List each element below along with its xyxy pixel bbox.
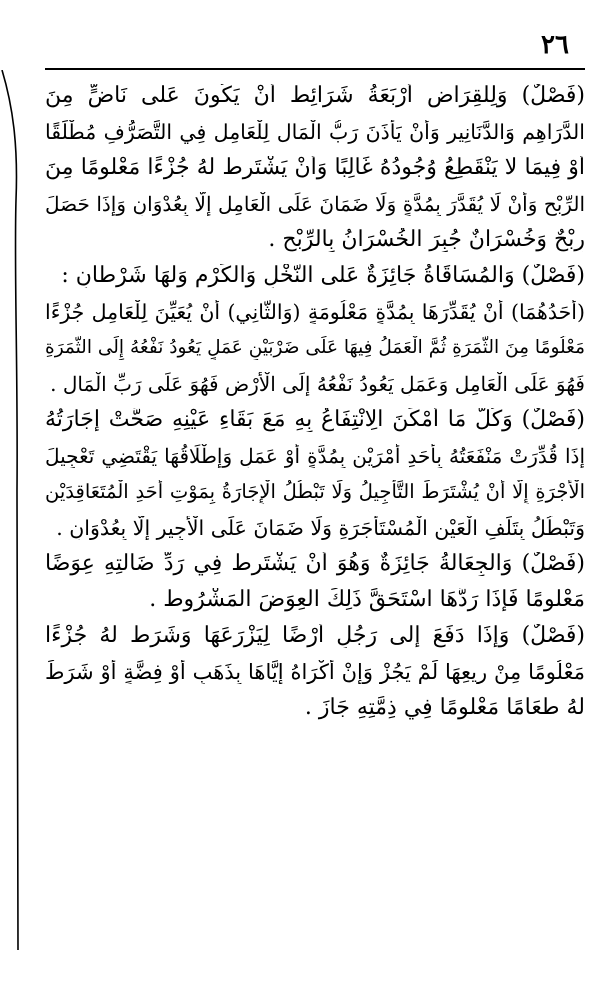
text-line: فَهُوَ عَلَى الْعَامِلِ وَعَمَلٍ يَعُودُ نَفْعُهُ إِلَى الْأَرْضِ فَهُوَ عَلَى رَبِّ الْمَالِ . xyxy=(50,372,585,396)
text-line: لَهُ طَعَامًا مَعْلُومًا فِي ذِمَّتِهِ جَازَ . xyxy=(304,696,585,720)
text-line: (فَصْلٌ) وَكُلُّ مَا أَمْكَنَ الِانْتِفَاعُ بِهِ مَعَ بَقَاءِ عَيْنِهِ صَحَّتْ إِجَارَتُهُ xyxy=(45,408,585,432)
text-line: أَوْ فِيمَا لَا يَنْقَطِعُ وُجُودُهُ غَالِبًا وَأَنْ يَشْتَرِطَ لَهُ جُزْءًا مَعْلُومًا مِنَ xyxy=(45,156,585,180)
text-line: (فَصْلٌ) وَإِذَا دَفَعَ إِلَى رَجُلٍ أَرْضًا لِيَزْرَعَهَا وَشَرَطَ لَهُ جُزْءًا xyxy=(45,624,585,648)
text-line: مَعْلُومًا مِنَ الثَّمَرَةِ ثُمَّ الْعَمَلُ فِيهَا عَلَى ضَرْبَيْنِ عَمَلٍ يَعُودُ نَفْعُهُ إِلَى الثَّمَرَةِ xyxy=(45,337,585,358)
text-line: الدَّرَاهِمِ وَالدَّنَانِيرِ وَأَنْ يَأْذَنَ رَبُّ الْمَالِ لِلْعَامِلِ فِي التَّصَرُّفِ مُطْلَقًا xyxy=(45,120,585,144)
text-line: الرِّبْحِ وَأَنْ لَا يُقَدَّرَ بِمُدَّةٍ وَلَا ضَمَانَ عَلَى الْعَامِلِ إِلَّا بِعُدْوَانٍ وَإِذَا حَصَلَ xyxy=(45,192,585,216)
header-rule xyxy=(45,68,585,70)
text-line: (فَصْلٌ) وَلِلْقِرَاضِ أَرْبَعَةُ شَرَائِطَ أَنْ يَكُونَ عَلَى نَاضٍّ مِنَ xyxy=(45,84,585,108)
page-edge-curve xyxy=(0,70,22,950)
text-line: مَعْلُومًا مِنْ رِيعِهَا لَمْ يَجُزْ وَإِنْ أَكْرَاهُ إِيَّاهَا بِذَهَبٍ أَوْ فِضَّةٍ أَوْ شَرَطَ xyxy=(45,660,585,684)
text-line: مَعْلُومًا فَإِذَا رَدَّهَا اسْتَحَقَّ ذَلِكَ الْعِوَضَ الْمَشْرُوطَ . xyxy=(149,588,585,612)
text-line: (فَصْلٌ) وَالْمُسَاقَاةُ جَائِزَةٌ عَلَى النَّخْلِ وَالْكَرْمِ وَلَهَا شَرْطَانِ : xyxy=(61,264,585,288)
text-line: وَتَبْطُلُ بِتَلَفِ الْعَيْنِ الْمُسْتَأْجَرَةِ وَلَا ضَمَانَ عَلَى الْأَجِيرِ إِلَّا بِعُدْوَانٍ . xyxy=(56,516,585,540)
text-line: إِذَا قُدِّرَتْ مَنْفَعَتُهُ بِأَحَدِ أَمْرَيْنِ بِمُدَّةٍ أَوْ عَمَلٍ وَإِطْلَاقُهَا يَقْتَضِي تَعْجِيلَ xyxy=(45,444,585,468)
text-line: الْأُجْرَةِ إِلَّا أَنْ يُشْتَرَطَ التَّأْجِيلُ وَلَا تَبْطُلُ الْإِجَارَةُ بِمَوْتِ أَحَدِ الْمُتَعَاقِدَيْنِ xyxy=(45,480,585,503)
page-body-text xyxy=(45,80,585,720)
page-number: ٢٦ xyxy=(541,30,569,60)
text-line: رِبْحٌ وَخُسْرَانٌ جُبِرَ الْخُسْرَانُ بِالرِّبْحِ . xyxy=(268,228,585,252)
text-line: (أَحَدُهُمَا) أَنْ يُقَدِّرَهَا بِمُدَّةٍ مَعْلُومَةٍ (وَالثَّانِي) أَنْ يُعَيِّنَ لِلْعَامِلِ جُزْءًا xyxy=(45,300,585,324)
text-line: (فَصْلٌ) وَالْجِعَالَةُ جَائِزَةٌ وَهُوَ أَنْ يَشْتَرِطَ فِي رَدِّ ضَالَّتِهِ عِوَضًا xyxy=(45,552,585,576)
